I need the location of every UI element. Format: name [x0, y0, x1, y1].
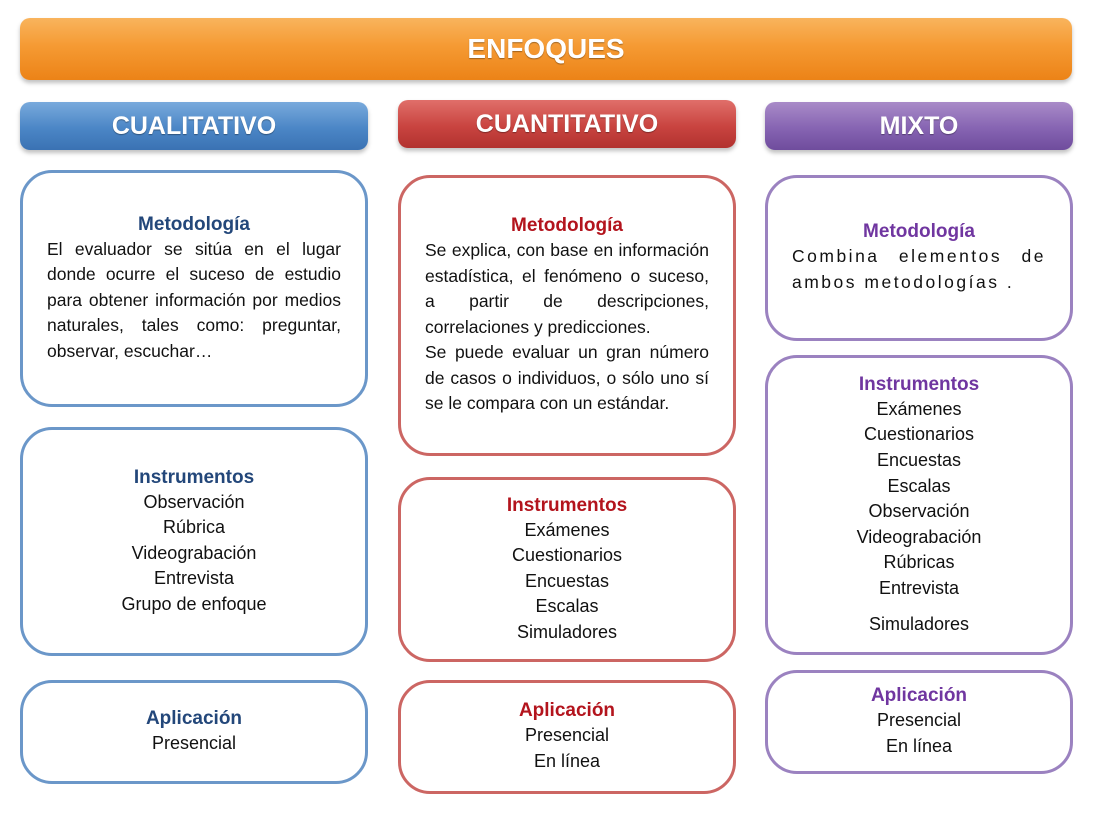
enfoques-banner: [20, 18, 1072, 80]
metodologia-text: Se explica, con base en información estadística, el fenómeno o suceso, a partir de descripciones, correlaciones y predicciones.: [425, 239, 709, 337]
aplicacion-title: Aplicación: [145, 708, 243, 730]
mixto-heading: [765, 102, 1073, 150]
aplicacion-item: Presencial: [151, 733, 237, 754]
instrument-item: Rúbricas: [883, 552, 955, 573]
instrument-item: Videograbación: [856, 526, 982, 547]
instrument-item: Escalas: [535, 596, 599, 617]
instrument-item: Encuestas: [524, 570, 610, 591]
aplicacion-item: En línea: [533, 751, 601, 771]
metodologia-text: El evaluador se sitúa en el lugar donde ocurre el suceso de estudio para obtener información por medios naturales, tales como: preguntar, observar, escuchar…: [47, 238, 341, 361]
aplicacion-item: Presencial: [876, 710, 962, 731]
cuantitativo-aplicacion-box: [398, 680, 736, 794]
aplicacion-item: Presencial: [524, 725, 610, 746]
metodologia-text-2: Se puede evaluar un gran número de casos o individuos, o sólo uno sí se le compara con un estándar.: [425, 342, 709, 414]
metodologia-title: Metodología: [138, 213, 250, 235]
instrument-item: Videograbación: [131, 542, 257, 563]
cualitativo-heading-label: CUALITATIVO: [111, 111, 277, 140]
mixto-heading-label: MIXTO: [879, 111, 959, 140]
metodologia-text: Combina elementos de ambos metodologías .: [792, 246, 1046, 292]
instrument-item: Simuladores: [516, 621, 618, 642]
instrument-item: Encuestas: [876, 450, 962, 471]
instrument-item: Grupo de enfoque: [121, 593, 267, 614]
cuantitativo-heading: [398, 100, 736, 148]
diagram-title: ENFOQUES: [467, 33, 625, 64]
instrumentos-title: Instrumentos: [858, 373, 980, 395]
instrument-item: Rúbrica: [162, 517, 226, 538]
cuantitativo-metodologia-box: [398, 175, 736, 456]
cualitativo-metodologia-box: [20, 170, 368, 407]
instrument-item: Entrevista: [878, 577, 960, 598]
instrument-item: Observación: [868, 501, 970, 522]
instrument-item: Escalas: [887, 475, 951, 496]
cuantitativo-instrumentos-box: [398, 477, 736, 662]
instrument-item: Exámenes: [524, 519, 610, 540]
cualitativo-heading: [20, 102, 368, 150]
cualitativo-instrumentos-box: [20, 427, 368, 656]
instrument-item: Exámenes: [876, 398, 962, 419]
mixto-aplicacion-box: [765, 670, 1073, 774]
instrument-item: Entrevista: [153, 568, 235, 589]
instrumentos-title: Instrumentos: [133, 466, 255, 488]
instrument-item: Simuladores: [868, 613, 970, 634]
instrumentos-title: Instrumentos: [506, 494, 628, 516]
mixto-instrumentos-box: [765, 355, 1073, 655]
aplicacion-title: Aplicación: [870, 685, 968, 707]
metodologia-title: Metodología: [511, 214, 623, 236]
instrument-item: Observación: [143, 491, 245, 512]
metodologia-title: Metodología: [863, 221, 975, 243]
cualitativo-aplicacion-box: [20, 680, 368, 784]
instrument-item: Cuestionarios: [511, 545, 623, 566]
mixto-metodologia-box: [765, 175, 1073, 341]
instrument-item: Cuestionarios: [863, 424, 975, 445]
aplicacion-item: En línea: [885, 736, 953, 756]
cuantitativo-heading-label: CUANTITATIVO: [475, 109, 659, 138]
aplicacion-title: Aplicación: [518, 700, 616, 722]
